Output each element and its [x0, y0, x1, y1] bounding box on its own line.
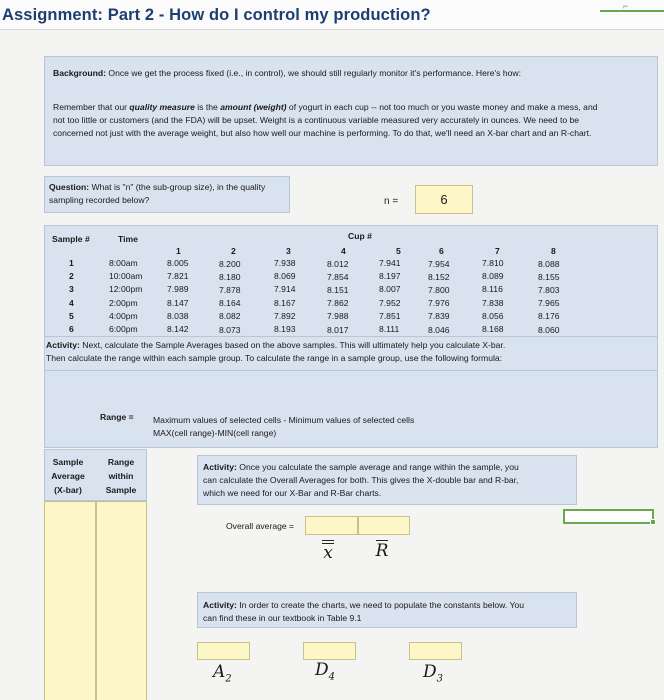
cup-weight-cell[interactable]: 7.976 [428, 298, 450, 309]
cup-weight-cell[interactable]: 8.012 [327, 258, 349, 269]
range-within-input[interactable] [96, 501, 147, 700]
background-para1 [53, 67, 653, 80]
xbar-letter: x [323, 543, 333, 563]
cup-weight-cell[interactable]: 8.151 [327, 284, 349, 295]
activity1-label: Activity: [46, 340, 80, 350]
n-input[interactable] [415, 185, 473, 214]
activity3-line2: can find these in our textbook in Table 9.1 [203, 613, 362, 623]
cup-weight-cell[interactable]: 8.089 [482, 271, 504, 282]
cup-weight-cell[interactable]: 7.838 [482, 297, 504, 308]
cup-weight-cell[interactable]: 7.988 [327, 311, 349, 322]
d3-input[interactable] [409, 642, 462, 660]
sample-average-input[interactable] [44, 501, 96, 700]
range-l2: within [108, 471, 134, 481]
cup-weight-cell[interactable]: 7.914 [274, 284, 296, 295]
activity2-label: Activity: [203, 462, 237, 472]
sample-time: 4:00pm [109, 310, 138, 321]
range-formula-line2: MAX(cell range)-MIN(cell range) [153, 428, 277, 438]
a2-label [213, 662, 232, 684]
overall-rbar-input[interactable] [358, 516, 410, 535]
activity3-label: Activity: [203, 600, 237, 610]
activity2-line3: which we need for our X-Bar and R-Bar charts. [203, 488, 382, 498]
r-bar-symbol [375, 538, 389, 561]
sample-time: 6:00pm [109, 324, 138, 334]
cup-weight-cell[interactable]: 8.147 [167, 297, 189, 308]
activity1-line1: Next, calculate the Sample Averages based on the above samples. This will ultimately help you calculate X-bar. [82, 340, 506, 350]
d3-letter: D [423, 662, 437, 682]
d4-subscript: 4 [328, 671, 336, 683]
d4-label [315, 660, 335, 682]
selection-border-top [600, 10, 664, 12]
sample-number: 4 [69, 297, 74, 308]
selected-cell[interactable] [563, 509, 654, 524]
cup-weight-cell[interactable]: 8.088 [538, 258, 560, 269]
activity2-line2: can calculate the Overall Averages for both. This gives the X-double bar and R-bar, [203, 475, 519, 485]
para2-part-c: is the [194, 102, 221, 112]
range-formula-text [153, 414, 553, 440]
sample-number: 3 [69, 284, 74, 295]
cup-weight-cell[interactable]: 8.017 [327, 324, 349, 335]
cup-weight-cell[interactable]: 8.176 [538, 311, 560, 322]
sample-header: Sample # [52, 234, 90, 244]
rbar-letter: R [375, 541, 389, 561]
cup-weight-cell[interactable]: 7.952 [379, 297, 401, 308]
sample-average-header [49, 455, 87, 497]
cup-number-3: 3 [286, 246, 291, 256]
overall-average-label: Overall average = [226, 521, 295, 531]
cup-weight-cell[interactable]: 8.193 [274, 324, 296, 334]
cup-weight-cell[interactable]: 7.878 [219, 284, 241, 295]
cup-weight-cell[interactable]: 7.941 [379, 258, 401, 268]
cup-weight-cell[interactable]: 8.142 [167, 324, 189, 334]
sample-time: 10:00am [109, 271, 143, 282]
cup-weight-cell[interactable]: 8.167 [274, 297, 296, 308]
cup-weight-cell[interactable]: 7.800 [428, 284, 450, 295]
sample-avg-l3: (X-bar) [54, 485, 82, 495]
cup-header: Cup # [348, 231, 372, 241]
para2-quality-measure: quality measure [129, 102, 195, 112]
para2-line2: not too little or customers (and the FDA) will be upset. Weight is a continuous variable measured very accurately in ounces. We need to be [53, 115, 580, 125]
sample-time: 8:00am [109, 258, 138, 268]
cup-weight-cell[interactable]: 7.839 [428, 311, 450, 322]
cup-weight-cell[interactable]: 7.862 [327, 298, 349, 309]
cup-weight-cell[interactable]: 8.038 [167, 310, 189, 321]
sample-time: 12:00pm [109, 284, 143, 295]
selection-fill-handle[interactable] [650, 519, 656, 525]
cup-number-1: 1 [176, 246, 181, 256]
cup-weight-cell[interactable]: 8.197 [379, 271, 401, 282]
page-title: Assignment: Part 2 - How do I control my production? [2, 6, 431, 24]
a2-subscript: 2 [225, 673, 232, 685]
cup-weight-cell[interactable]: 8.007 [379, 284, 401, 295]
activity2-line1: Once you calculate the sample average and range within the sample, you [239, 462, 519, 472]
cup-weight-cell[interactable]: 7.938 [274, 258, 296, 268]
cup-weight-cell[interactable]: 8.111 [379, 324, 400, 334]
cup-weight-cell[interactable]: 7.854 [327, 271, 349, 282]
background-label: Background: [53, 68, 106, 78]
cup-weight-cell[interactable]: 8.073 [219, 324, 241, 335]
a2-letter: A [213, 662, 226, 682]
d3-label [423, 662, 443, 684]
cup-weight-cell[interactable]: 7.965 [538, 298, 560, 309]
cup-number-4: 4 [341, 246, 346, 256]
time-header: Time [118, 234, 138, 244]
cup-number-2: 2 [231, 246, 236, 256]
activity3-line1: In order to create the charts, we need to populate the constants below. You [239, 600, 525, 610]
cup-weight-cell[interactable]: 7.803 [538, 284, 560, 295]
cup-weight-cell[interactable]: 7.892 [274, 310, 296, 321]
cup-weight-cell[interactable]: 7.810 [482, 258, 504, 268]
title-bar [0, 0, 664, 30]
cup-weight-cell[interactable]: 8.056 [482, 310, 504, 321]
cup-weight-cell[interactable]: 8.200 [219, 258, 241, 269]
a2-input[interactable] [197, 642, 250, 660]
n-label: n = [384, 196, 399, 207]
sample-number: 5 [69, 310, 74, 321]
para2-line3: concerned not just with the average weight, but also how well our machine is performing. To do that, we'll need an X-bar chart and an R-chart. [53, 128, 592, 138]
cup-weight-cell[interactable]: 8.005 [167, 258, 189, 268]
activity1-line2: Then calculate the range within each sample group. To calculate the range in a sample group, use the following formula: [46, 353, 503, 363]
x-double-bar-symbol [321, 538, 335, 563]
question-line2: sampling recorded below? [49, 195, 150, 205]
cup-weight-cell[interactable]: 8.069 [274, 271, 296, 282]
sample-avg-l2: Average [51, 471, 85, 481]
cup-weight-cell[interactable]: 7.851 [379, 310, 401, 321]
para2-part-e: of yogurt in each cup -- not too much or you waste money and make a mess, and [286, 102, 598, 112]
d4-letter: D [315, 660, 329, 680]
para2-part-a: Remember that our [53, 102, 130, 112]
d3-subscript: 3 [436, 673, 444, 685]
range-formula-line1: Maximum values of selected cells - Minimum values of selected cells [153, 415, 415, 425]
cup-number-6: 6 [439, 246, 444, 256]
cup-number-8: 8 [551, 246, 556, 256]
cup-number-5: 5 [396, 246, 401, 256]
cup-weight-cell[interactable]: 8.152 [428, 271, 450, 282]
sample-number: 1 [69, 258, 74, 268]
cup-weight-cell[interactable]: 7.821 [167, 271, 189, 282]
para2-amount-weight: amount (weight) [220, 102, 287, 112]
range-formula-label: Range = [100, 412, 134, 422]
sample-number: 2 [69, 271, 74, 282]
cup-weight-cell[interactable]: 8.116 [482, 284, 503, 295]
d4-input[interactable] [303, 642, 356, 660]
cup-weight-cell[interactable]: 8.168 [482, 324, 504, 334]
cup-weight-cell[interactable]: 8.155 [538, 271, 560, 282]
n-value: 6 [440, 192, 448, 207]
cup-weight-cell[interactable]: 7.954 [428, 258, 450, 269]
cup-weight-cell[interactable]: 8.082 [219, 311, 241, 322]
fill-handle-mark: ⌐ [623, 1, 629, 11]
cup-weight-cell[interactable]: 8.180 [219, 271, 241, 282]
background-para2 [53, 101, 658, 140]
cup-weight-cell[interactable]: 7.989 [167, 284, 189, 295]
question-line1: What is "n" (the sub-group size), in the quality [91, 182, 266, 192]
cup-weight-cell[interactable]: 8.060 [538, 324, 560, 335]
question-text [49, 181, 289, 207]
overall-xbar-input[interactable] [305, 516, 358, 535]
background-text: Once we get the process fixed (i.e., in control), we should still regularly monitor it's performance. Here's how: [108, 68, 522, 78]
activity1-text [46, 339, 658, 365]
range-within-header [100, 455, 142, 497]
range-l3: Sample [105, 485, 137, 495]
sample-avg-l1: Sample [52, 457, 84, 467]
activity3-text [203, 599, 575, 625]
question-label: Question: [49, 182, 90, 192]
sample-time: 2:00pm [109, 297, 138, 308]
cup-weight-cell[interactable]: 8.164 [219, 298, 241, 309]
range-l1: Range [107, 457, 135, 467]
cup-number-7: 7 [495, 246, 500, 256]
cup-weight-cell[interactable]: 8.046 [428, 324, 450, 335]
activity2-text [203, 461, 575, 500]
sample-number: 6 [69, 324, 74, 334]
